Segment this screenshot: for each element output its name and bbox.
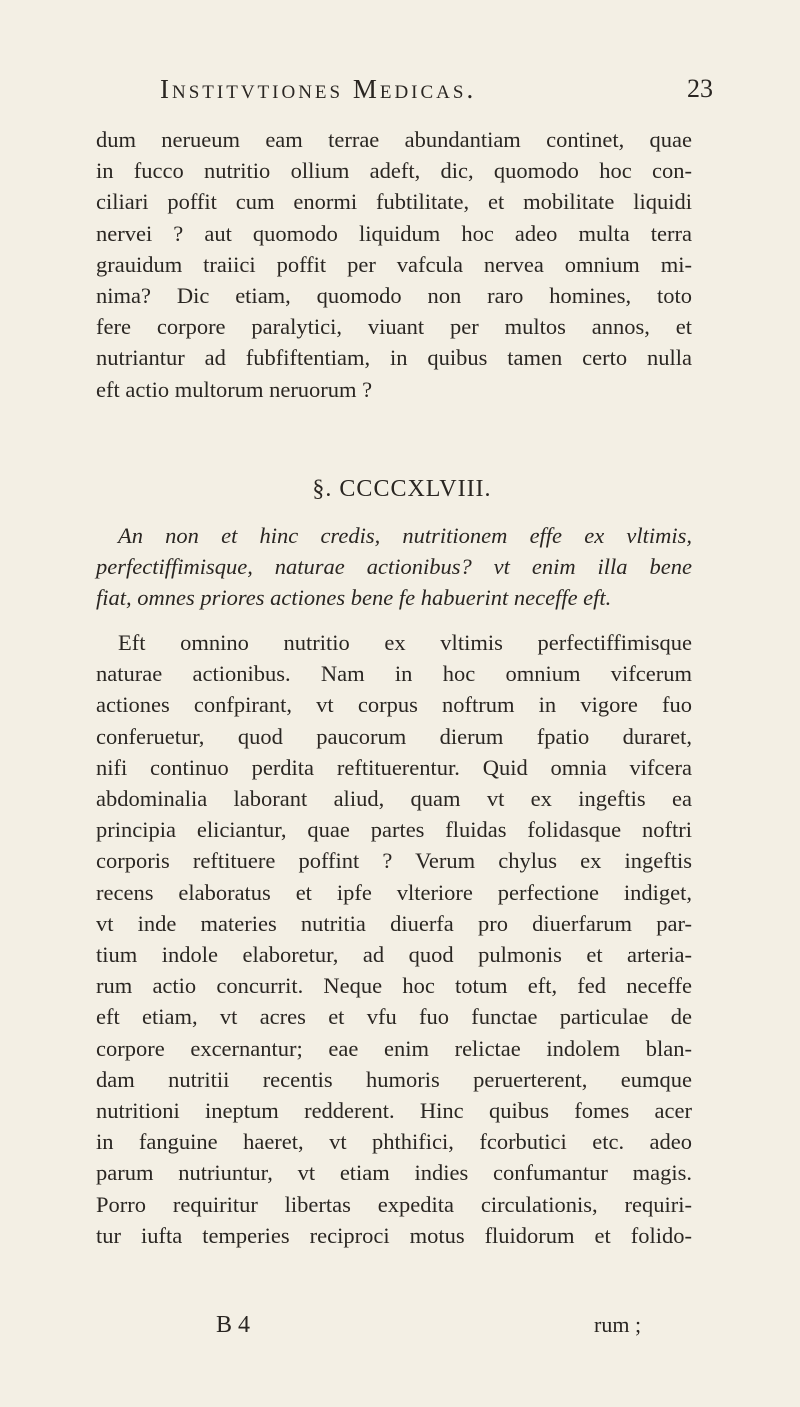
text-line: fere corpore paralytici, viuant per multos annos, et [96,314,692,340]
text-line: eft actio multorum neruorum ? [96,376,373,402]
text-line: eft etiam, vt acres et vfu fuo functae particulae de [96,1004,692,1030]
text-line: rum actio concurrit. Neque hoc totum eft, fed neceffe [96,973,692,999]
text-line: parum nutriuntur, vt etiam indies confumantur magis. [96,1160,692,1186]
text-line: nervei ? aut quomodo liquidum hoc adeo multa terra [96,220,692,246]
text-line: in fucco nutritio ollium adeft, dic, quomodo hoc con- [96,158,692,184]
page-number: 23 [687,74,713,103]
running-head: Institvtiones Medicas. [160,74,477,104]
text-line: Eft omnino nutritio ex vltimis perfectiffimisque [118,630,692,655]
text-line: nutritioni ineptum redderent. Hinc quibus fomes acer [96,1098,692,1124]
text-line: nutriantur ad fubfiftentiam, in quibus tamen certo nulla [96,345,692,371]
answer-paragraph [96,627,692,1251]
text-line: nima? Dic etiam, quomodo non raro homines, toto [96,283,692,309]
section-number: §. CCCCXLVIII. [312,476,492,502]
text-line: recens elaboratus et ipfe vlteriore perfectione indiget, [96,879,692,905]
text-line: tium indole elaboretur, ad quod pulmonis et arteria- [96,942,692,968]
text-line: principia eliciantur, quae partes fluidas folidasque noftri [96,817,692,843]
text-line: abdominalia laborant aliud, quam vt ex ingeftis ea [96,786,692,812]
text-line: vt inde materies nutritia diuerfa pro diuerfarum par- [96,910,692,936]
text-line: tur iufta temperies reciproci motus fluidorum et folido- [96,1222,692,1248]
text-line: Porro requiritur libertas expedita circulationis, requiri- [96,1191,692,1217]
text-line: corporis reftituere poffint ? Verum chylus ex ingeftis [96,848,692,874]
text-line: naturae actionibus. Nam in hoc omnium vifcerum [96,661,692,687]
text-line: perfectiffimisque, naturae actionibus? vt enim illa bene [96,554,692,580]
catchword: rum ; [594,1312,642,1337]
text-line: nifi continuo perdita reftituerentur. Quid omnia vifcera [96,754,692,780]
text-line: fiat, omnes priores actiones bene fe habuerint neceffe eft. [96,585,612,611]
text-line: dum nerueum eam terrae abundantiam continet, quae [96,127,692,152]
text-line: grauidum traiici poffit per vafcula nervea omnium mi- [96,251,692,277]
text-line: An non et hinc credis, nutritionem effe ex vltimis, [118,523,692,548]
text-line: conferuetur, quod paucorum dierum fpatio duraret, [96,723,692,749]
signature-mark: B 4 [216,1312,251,1338]
text-line: actiones confpirant, vt corpus noftrum in vigore fuo [96,692,692,718]
text-line: ciliari poffit cum enormi fubtilitate, et mobilitate liquidi [96,189,692,215]
paragraph-1 [96,124,692,405]
text-line: corpore excernantur; eae enim relictae indolem blan- [96,1035,692,1061]
text-line: dam nutritii recentis humoris peruerterent, eumque [96,1066,692,1092]
text-line: in fanguine haeret, vt phthifici, fcorbutici etc. adeo [96,1129,692,1155]
question-paragraph [96,520,692,614]
